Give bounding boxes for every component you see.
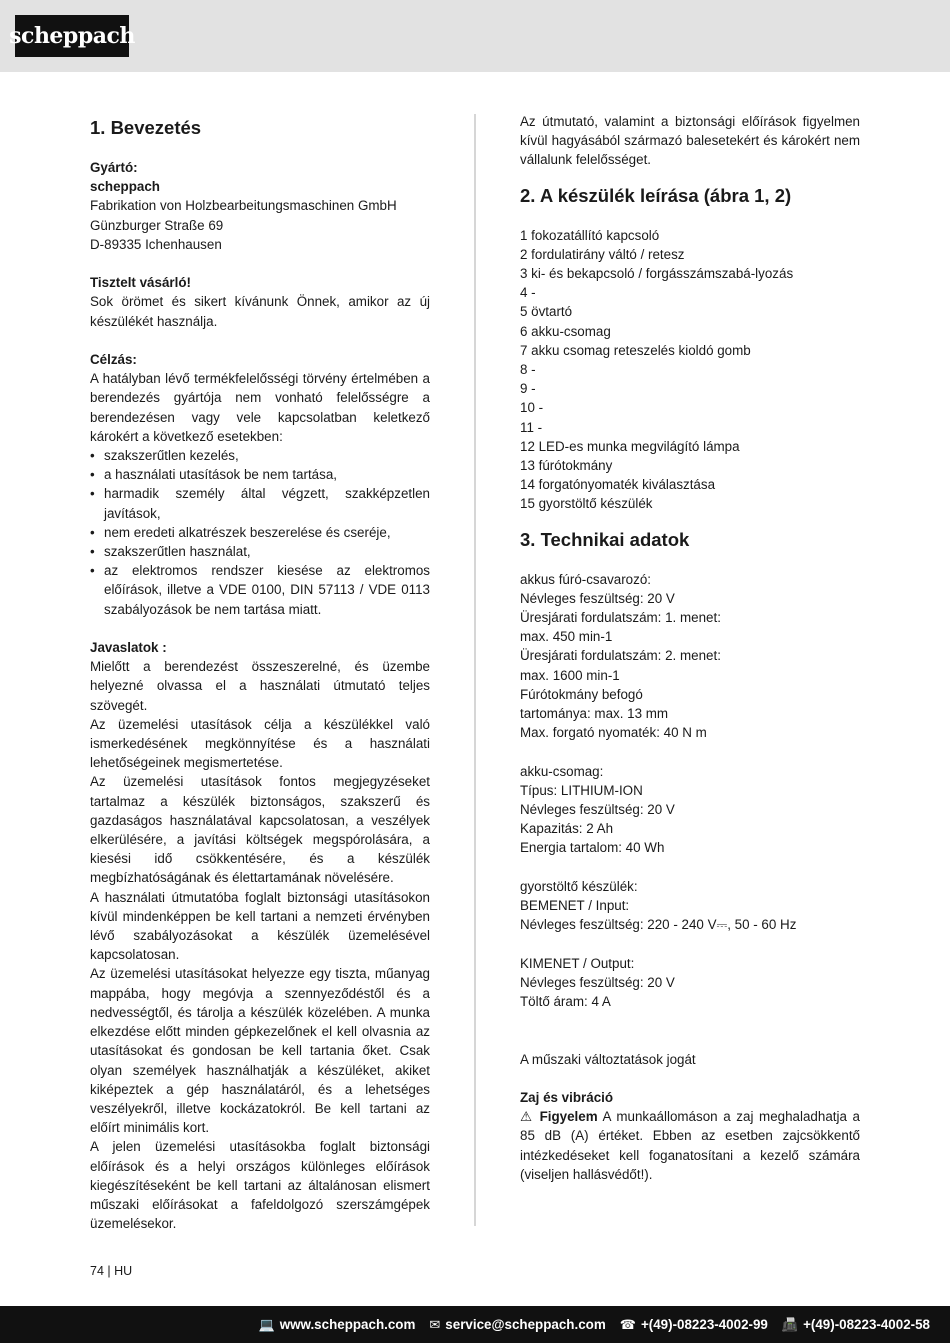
list-item: 2 fordulatirány váltó / retesz [520, 246, 685, 262]
noise-vibration-label: Zaj és vibráció [520, 1090, 614, 1106]
list-item: 6 akku-csomag [520, 323, 611, 339]
list-item: 13 fúrótokmány [520, 458, 613, 474]
fax-number: +(49)-08223-4002-58 [803, 1317, 930, 1332]
recommendation-paragraph: Az üzemelési utasítások fontos megjegyzéseket tartalmaz a készülék biztonságos, szakszerű és gazdaságos használatával kapcsolatosan, a veszélyek elkerülésére, a javítási költségek megspórolására, a kiesési idő csökkentésére, és a készülék megbízhatóságának és élettartamának növelésére. [90, 774, 430, 886]
device-parts-list [520, 226, 860, 514]
list-item: 3 ki- és bekapcsoló / forgásszámszabá-lyozás [520, 266, 794, 282]
phone-number: +(49)-08223-4002-99 [640, 1317, 768, 1332]
tech-drill-block [520, 570, 860, 743]
footer-phone [620, 1317, 768, 1333]
tech-line: max. 450 min-1 [520, 629, 613, 645]
scheppach-logo: scheppach [15, 15, 129, 57]
column-divider [474, 114, 476, 1226]
tech-line: akku-csomag: [520, 763, 604, 779]
recommendation-paragraph: Mielőtt a berendezést összeszerelné, és üzembe helyezné olvassa el a használati útmutató teljes szövegét. [90, 659, 430, 713]
list-item: 8 - [520, 362, 536, 378]
list-item: 5 övtartó [520, 304, 573, 320]
warning-label: Figyelem [539, 1109, 598, 1125]
liability-text: Az útmutató, valamint a biztonsági előírások figyelmen kívül hagyásából származó balesetekért és károkért nem vállalunk felelősséget. [520, 114, 860, 168]
purpose-bullet-list [90, 446, 430, 619]
tech-line: Névleges feszültség: 20 V [520, 590, 675, 606]
recommendations-label: Javaslatok : [90, 640, 167, 656]
right-column [520, 112, 860, 1184]
address-line: D-89335 Ichenhausen [90, 236, 222, 252]
tech-line: Névleges feszültség: 20 V [520, 974, 675, 990]
purpose-text: A hatályban lévő termékfelelősségi törvény értelmében a berendezés gyártója nem vonható felelősségre a berendezésen vagy vele kapcsolatban keletkező károkért a következő esetekben: [90, 371, 430, 444]
envelope-icon: ✉ [429, 1316, 441, 1332]
list-item: 9 - [520, 381, 536, 397]
list-item: 7 akku csomag reteszelés kioldó gomb [520, 342, 751, 358]
list-item: • nem eredeti alkatrészek beszerelése és cseréje, [90, 523, 430, 542]
list-item: 11 - [520, 419, 543, 435]
footer-bar [0, 1306, 950, 1343]
tech-line: max. 1600 min-1 [520, 667, 620, 683]
tech-line: BEMENET / Input: [520, 898, 630, 914]
tech-line: Üresjárati fordulatszám: 2. menet: [520, 648, 721, 664]
tech-line: KIMENET / Output: [520, 955, 635, 971]
tech-line: Névleges feszültség: 20 V [520, 802, 675, 818]
warning-text: A munkaállomáson a zaj meghaladhatja a 85 dB (A) értéket. Ebben az esetben zajcsökkentő intézkedéseket kell foganatosítani a kezelő számára (viseljen hallásvédőt!). [520, 1109, 860, 1182]
tech-line: tartománya: max. 13 mm [520, 706, 669, 722]
list-item: 10 - [520, 400, 544, 416]
list-item: 12 LED-es munka megvilágító lámpa [520, 438, 740, 454]
list-item: • szakszerűtlen kezelés, [90, 446, 430, 465]
manufacturer-name: scheppach [90, 179, 160, 195]
email-link[interactable]: service@scheppach.com [445, 1317, 606, 1332]
list-item: 14 forgatónyomaték kiválasztása [520, 477, 716, 493]
tech-line: Energia tartalom: 40 Wh [520, 840, 665, 856]
tech-output-block [520, 954, 860, 1012]
page-number: 74 | HU [90, 1264, 133, 1278]
list-item: • az elektromos rendszer kiesése az elektromos előírások, illetve a VDE 0100, DIN 57113 / VDE 0113 szabályozások be nem tartása miatt. [90, 561, 430, 619]
footer-fax [782, 1317, 930, 1333]
warning-icon: ⚠ [520, 1109, 534, 1125]
recommendation-paragraph: Az üzemelési utasításokat helyezze egy tiszta, műanyag mappába, hogy megóvja a szennyeződéstől és a nedvességtől, és tárolja a készülék közelében. A munka elkezdése előtt minden gépkezelőnek el kell olvasnia az utasításokat és gondosan be kell tartania őket. Csak olyan személyek használhatják a készüléket, akiket kiképeztek a gép használatáról, és a lehetséges veszélyekről, illetve kockázatokról. Be kell tartani az előírt minimális kort. [90, 966, 430, 1136]
section-title-introduction: 1. Bevezetés [90, 117, 202, 138]
recommendation-paragraph: Az üzemelési utasítások célja a készülékkel való ismerkedésének megkönnyítése és a használati lehetőségeinek megismertetése. [90, 716, 430, 771]
list-item: 4 - [520, 285, 536, 301]
tech-line: Max. forgató nyomaték: 40 N m [520, 725, 707, 741]
tech-line: Kapazitás: 2 Ah [520, 821, 614, 837]
recommendation-paragraph: A jelen üzemelési utasításokba foglalt biztonsági előírások és a helyi országos különleges előírások kiegészítéseként be kell tartani az általánosan elismert műszaki előírásokat a fafeldolgozó szerszámgépek üzemelésekor. [90, 1139, 430, 1232]
manufacturer-label: Gyártó: [90, 160, 138, 175]
technical-changes-note: A műszaki változtatások jogát [520, 1051, 696, 1067]
tech-line: Fúrótokmány befogó [520, 686, 643, 702]
footer-website[interactable] [259, 1317, 416, 1333]
address-line: Fabrikation von Holzbearbeitungsmaschinen GmbH [90, 198, 397, 214]
website-link[interactable]: www.scheppach.com [279, 1317, 416, 1332]
list-item: • harmadik személy által végzett, szakképzetlen javítások, [90, 484, 430, 522]
tech-charger-block [520, 877, 860, 935]
tech-line: Üresjárati fordulatszám: 1. menet: [520, 610, 721, 626]
tech-line: gyorstöltő készülék: [520, 878, 638, 894]
list-item: 1 fokozatállító kapcsoló [520, 227, 660, 243]
footer-email[interactable] [429, 1317, 605, 1333]
tech-line: Névleges feszültség: 220 - 240 V⎓, 50 - 60 Hz [520, 917, 797, 933]
list-item: • a használati utasítások be nem tartása, [90, 465, 430, 484]
recommendation-paragraph: A használati útmutatóba foglalt biztonsági utasításokon kívül mindenképpen be kell tartani a nemzeti érvényben lévő szabályozásokat a készülék üzemelésével kapcsolatosan. [90, 889, 430, 963]
tech-battery-block [520, 762, 860, 858]
list-item: 15 gyorstöltő készülék [520, 496, 653, 512]
section-title-technical-data: 3. Technikai adatok [520, 528, 690, 550]
left-column [90, 112, 430, 1233]
warning-paragraph [520, 1107, 860, 1184]
dear-customer-label: Tisztelt vásárló! [90, 275, 191, 291]
fax-icon: 📠 [781, 1316, 799, 1332]
section-title-device-description: 2. A készülék leírása (ábra 1, 2) [520, 184, 792, 206]
dear-customer-text: Sok örömet és sikert kívánunk Önnek, amikor az új készülékét használja. [90, 294, 430, 329]
list-item: • szakszerűtlen használat, [90, 542, 430, 561]
phone-icon: ☎ [619, 1316, 636, 1332]
header-band [0, 0, 950, 72]
address-line: Günzburger Straße 69 [90, 217, 224, 233]
tech-line: Típus: LITHIUM-ION [520, 782, 643, 798]
computer-icon: 💻 [258, 1316, 275, 1332]
tech-line: Töltő áram: 4 A [520, 994, 611, 1010]
purpose-label: Célzás: [90, 352, 137, 367]
tech-line: akkus fúró-csavarozó: [520, 571, 651, 587]
